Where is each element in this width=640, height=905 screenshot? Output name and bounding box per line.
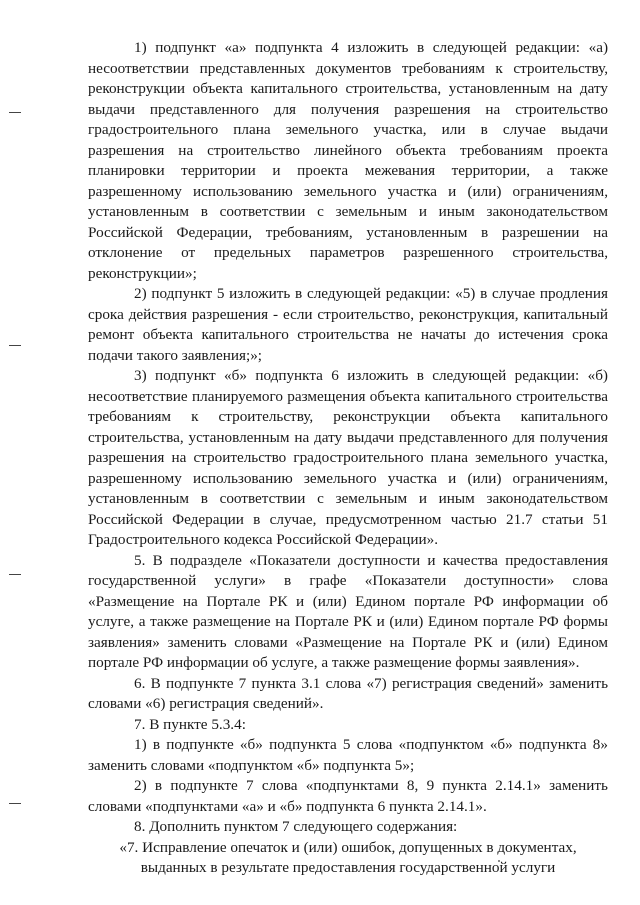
paragraph-7: 1) в подпункте «б» подпункта 5 слова «подпунктом «б» подпункта 8» заменить словами «подпунктом «б» подпункта 5»; <box>88 736 608 774</box>
paragraph-8: 2) в подпункте 7 слова «подпунктами 8, 9 пункта 2.14.1» заменить словами «подпунктами «а» и «б» подпункта 6 пункта 2.14.1». <box>88 777 608 815</box>
margin-mark <box>9 803 21 804</box>
margin-mark <box>9 112 21 113</box>
paragraph-6: 7. В пункте 5.3.4: <box>134 715 246 733</box>
paragraph-4: 5. В подразделе «Показатели доступности и качества предоставления государственной услуги» в графе «Показатели доступности» слова «Размещение на Портале РК и (или) Едином портале РФ информации об услуге, а также размещение на Портале РК и (или) Едином портале РФ формы заявления» заменить словами «Размещение на Портале РК и (или) Едином портале РФ информации об услуге, а также размещение формы заявления». <box>88 551 608 671</box>
section-heading-line-1: «7. Исправление опечаток и (или) ошибок, допущенных в документах, <box>119 838 577 856</box>
section-heading-line-2: выданных в результате предоставления государственной услуги <box>140 859 556 876</box>
margin-mark <box>9 574 21 575</box>
paragraph-9: 8. Дополнить пунктом 7 следующего содержания: <box>134 818 458 835</box>
document-body <box>88 38 608 879</box>
paragraph-2: 2) подпункт 5 изложить в следующей редакции: «5) в случае продления срока действия разрешения - если строительство, реконструкция, капитальный ремонт объекта капитального строительства не начаты до истечения срока подачи такого заявления;»; <box>88 285 608 364</box>
paragraph-5: 6. В подпункте 7 пункта 3.1 слова «7) регистрация сведений» заменить словами «6) регистрация сведений». <box>88 674 608 712</box>
paragraph-1: 1) подпункт «а» подпункта 4 изложить в следующей редакции: «а) несоответствии представленных документов требованиям к строительству, реконструкции объекта капитального строительства, установленным на дату выдачи представленного для получения разрешения на строительство градостроительного плана земельного участка, или в случае выдачи разрешения на строительство линейного объекта требованиям проекта планировки территории и проекта межевания территории, а также разрешенному использованию земельного участка и (или) ограничениям, установленным в соответствии с земельным и иным законодательством Российской Федерации, требованиям, установленным в разрешении на отклонение от предельных параметров разрешенного строительства, реконструкции»; <box>88 39 608 282</box>
margin-mark <box>9 345 21 346</box>
paragraph-3: 3) подпункт «б» подпункта 6 изложить в следующей редакции: «б) несоответствие планируемого размещения объекта капитального строительства требованиям к строительству, реконструкции объекта капитального строительства, установленным на дату выдачи представленного для получения разрешения на строительство градостроительного плана земельного участка, разрешенному использованию земельного участка и (или) ограничениям, установленным в соответствии с земельным и иным законодательством Российской Федерации в случае, предусмотренном частью 21.7 статьи 51 Градостроительного кодекса Российской Федерации». <box>88 367 608 548</box>
